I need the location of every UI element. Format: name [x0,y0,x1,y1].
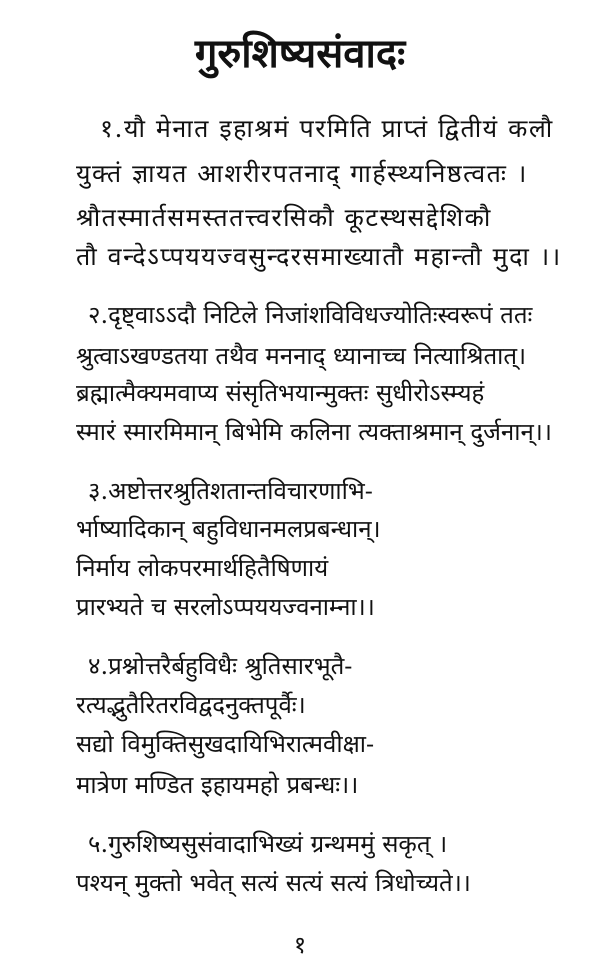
verse-line: ४.प्रश्नोत्तरैर्बहुविधैः श्रुतिसारभूतै- [88,652,353,680]
verse-line: ५.गुरुशिष्यसुसंवादाभिख्यं ग्रन्थममुं सकृत् । [88,830,448,858]
page-title: गुरुशिष्यसंवादः [194,30,406,77]
verse-line: सद्यो विमुक्तिसुखदायिभिरात्मवीक्षा- [76,730,375,758]
verse-line: तौ वन्देऽप्पययज्वसुन्दरसमाख्यातौ महान्तौ मुदा ।। [76,242,562,271]
verse-line: युक्तं ज्ञायत आशरीरपतनाद् गार्हस्थ्यनिष्ठत्वतः । [76,159,528,188]
verse-line: १.यौ मेनात इहाश्रमं परमिति प्राप्तं द्वितीयं कलौ [100,114,554,143]
verse-line: स्मारं स्मारमिमान् बिभेमि कलिना त्यक्ताश्रमान् दुर्जनान्।। [76,418,552,446]
verse-line: पश्यन् मुक्तो भवेत् सत्यं सत्यं सत्यं त्रिधोच्यते।। [76,869,471,897]
verse-line: रत्यद्भुतैरितरविद्वदनुक्तपूर्वैः। [76,691,306,719]
verse-line: प्रारभ्यते च सरलोऽप्पययज्वनाम्ना।। [76,593,375,621]
verse-line: मात्रेण मण्डित इहायमहो प्रबन्धः।। [76,771,359,799]
verse-line: २.दृष्ट्वाऽऽदौ निटिले निजांशविविधज्योतिःस्वरूपं ततः [88,301,533,329]
verse-line: ३.अष्टोत्तरश्रुतिशतान्तविचारणाभि- [88,477,373,505]
verse-line: श्रुत्वाऽखण्डतया तथैव मननाद् ध्यानाच्च नित्याश्रितात्। [76,342,527,370]
verse-line: र्भाष्यादिकान् बहुविधानमलप्रबन्धान्। [76,515,381,543]
verse-line: निर्माय लोकपरमार्थहितैषिणायं [76,554,329,582]
verse-line: ब्रह्मात्मैक्यमवाप्य संसृतिभयान्मुक्तः सुधीरोऽस्म्यहं [76,379,485,407]
page-number: १ [293,931,307,959]
verse-line: श्रौतस्मार्तसमस्ततत्त्वरसिकौ कूटस्थसद्देशिकौ [76,203,492,232]
